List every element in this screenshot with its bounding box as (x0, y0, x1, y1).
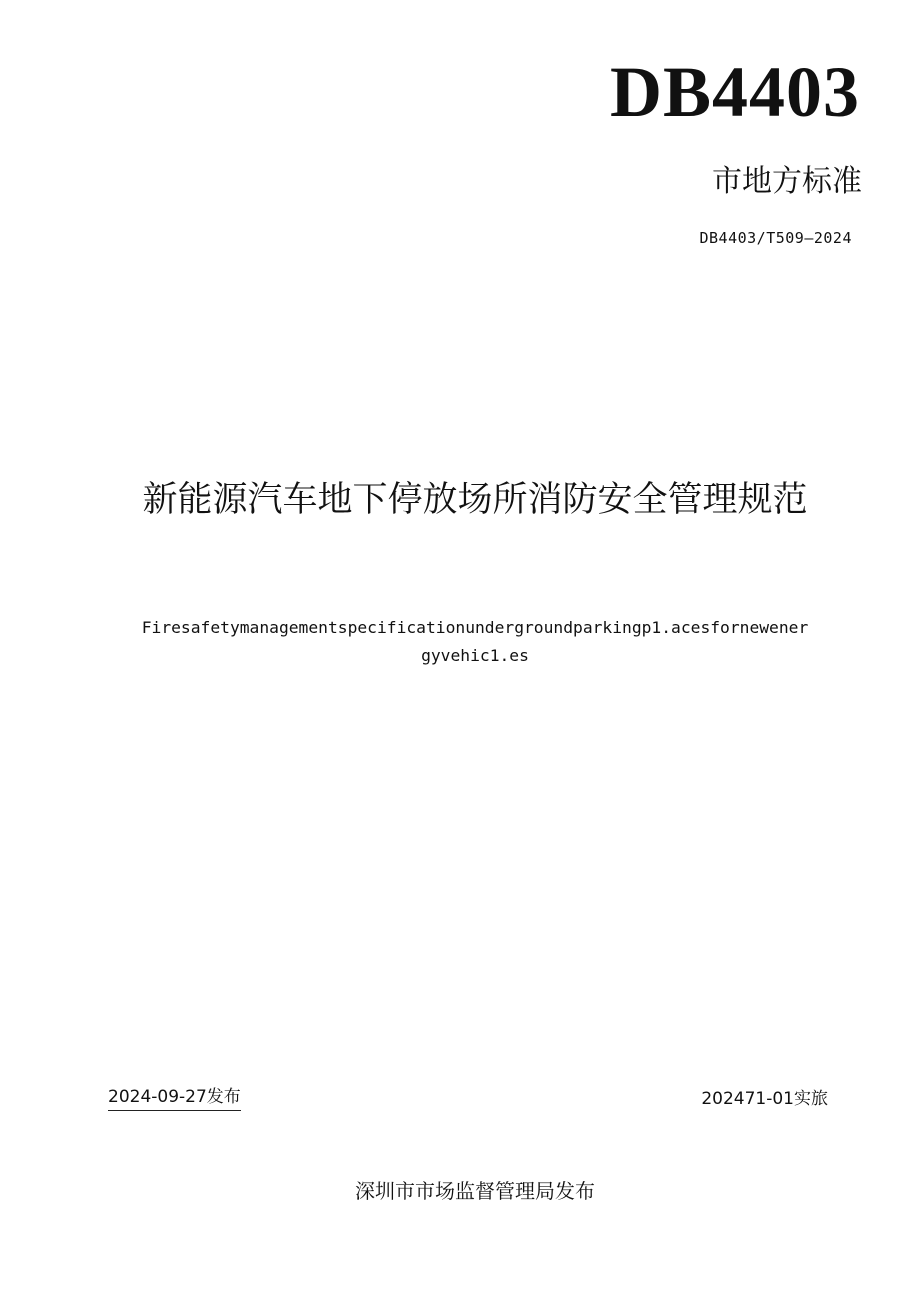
standard-type: 市地方标准 (712, 164, 862, 199)
document-title-chinese: 新能源汽车地下停放场所消防安全管理规范 (142, 480, 808, 520)
standard-number: DB4403/T509—2024 (699, 229, 852, 247)
document-title-english: Firesafetymanagementspecificationundergroundparkingp1.acesfornewenergyvehic1.es (141, 618, 809, 665)
standard-code: DB4403 (609, 52, 860, 132)
publish-date: 2024-09-27发布 (108, 1084, 241, 1111)
publisher: 深圳市市场监督管理局发布 (355, 1179, 595, 1203)
implementation-date: 202471-01实旅 (701, 1089, 828, 1109)
